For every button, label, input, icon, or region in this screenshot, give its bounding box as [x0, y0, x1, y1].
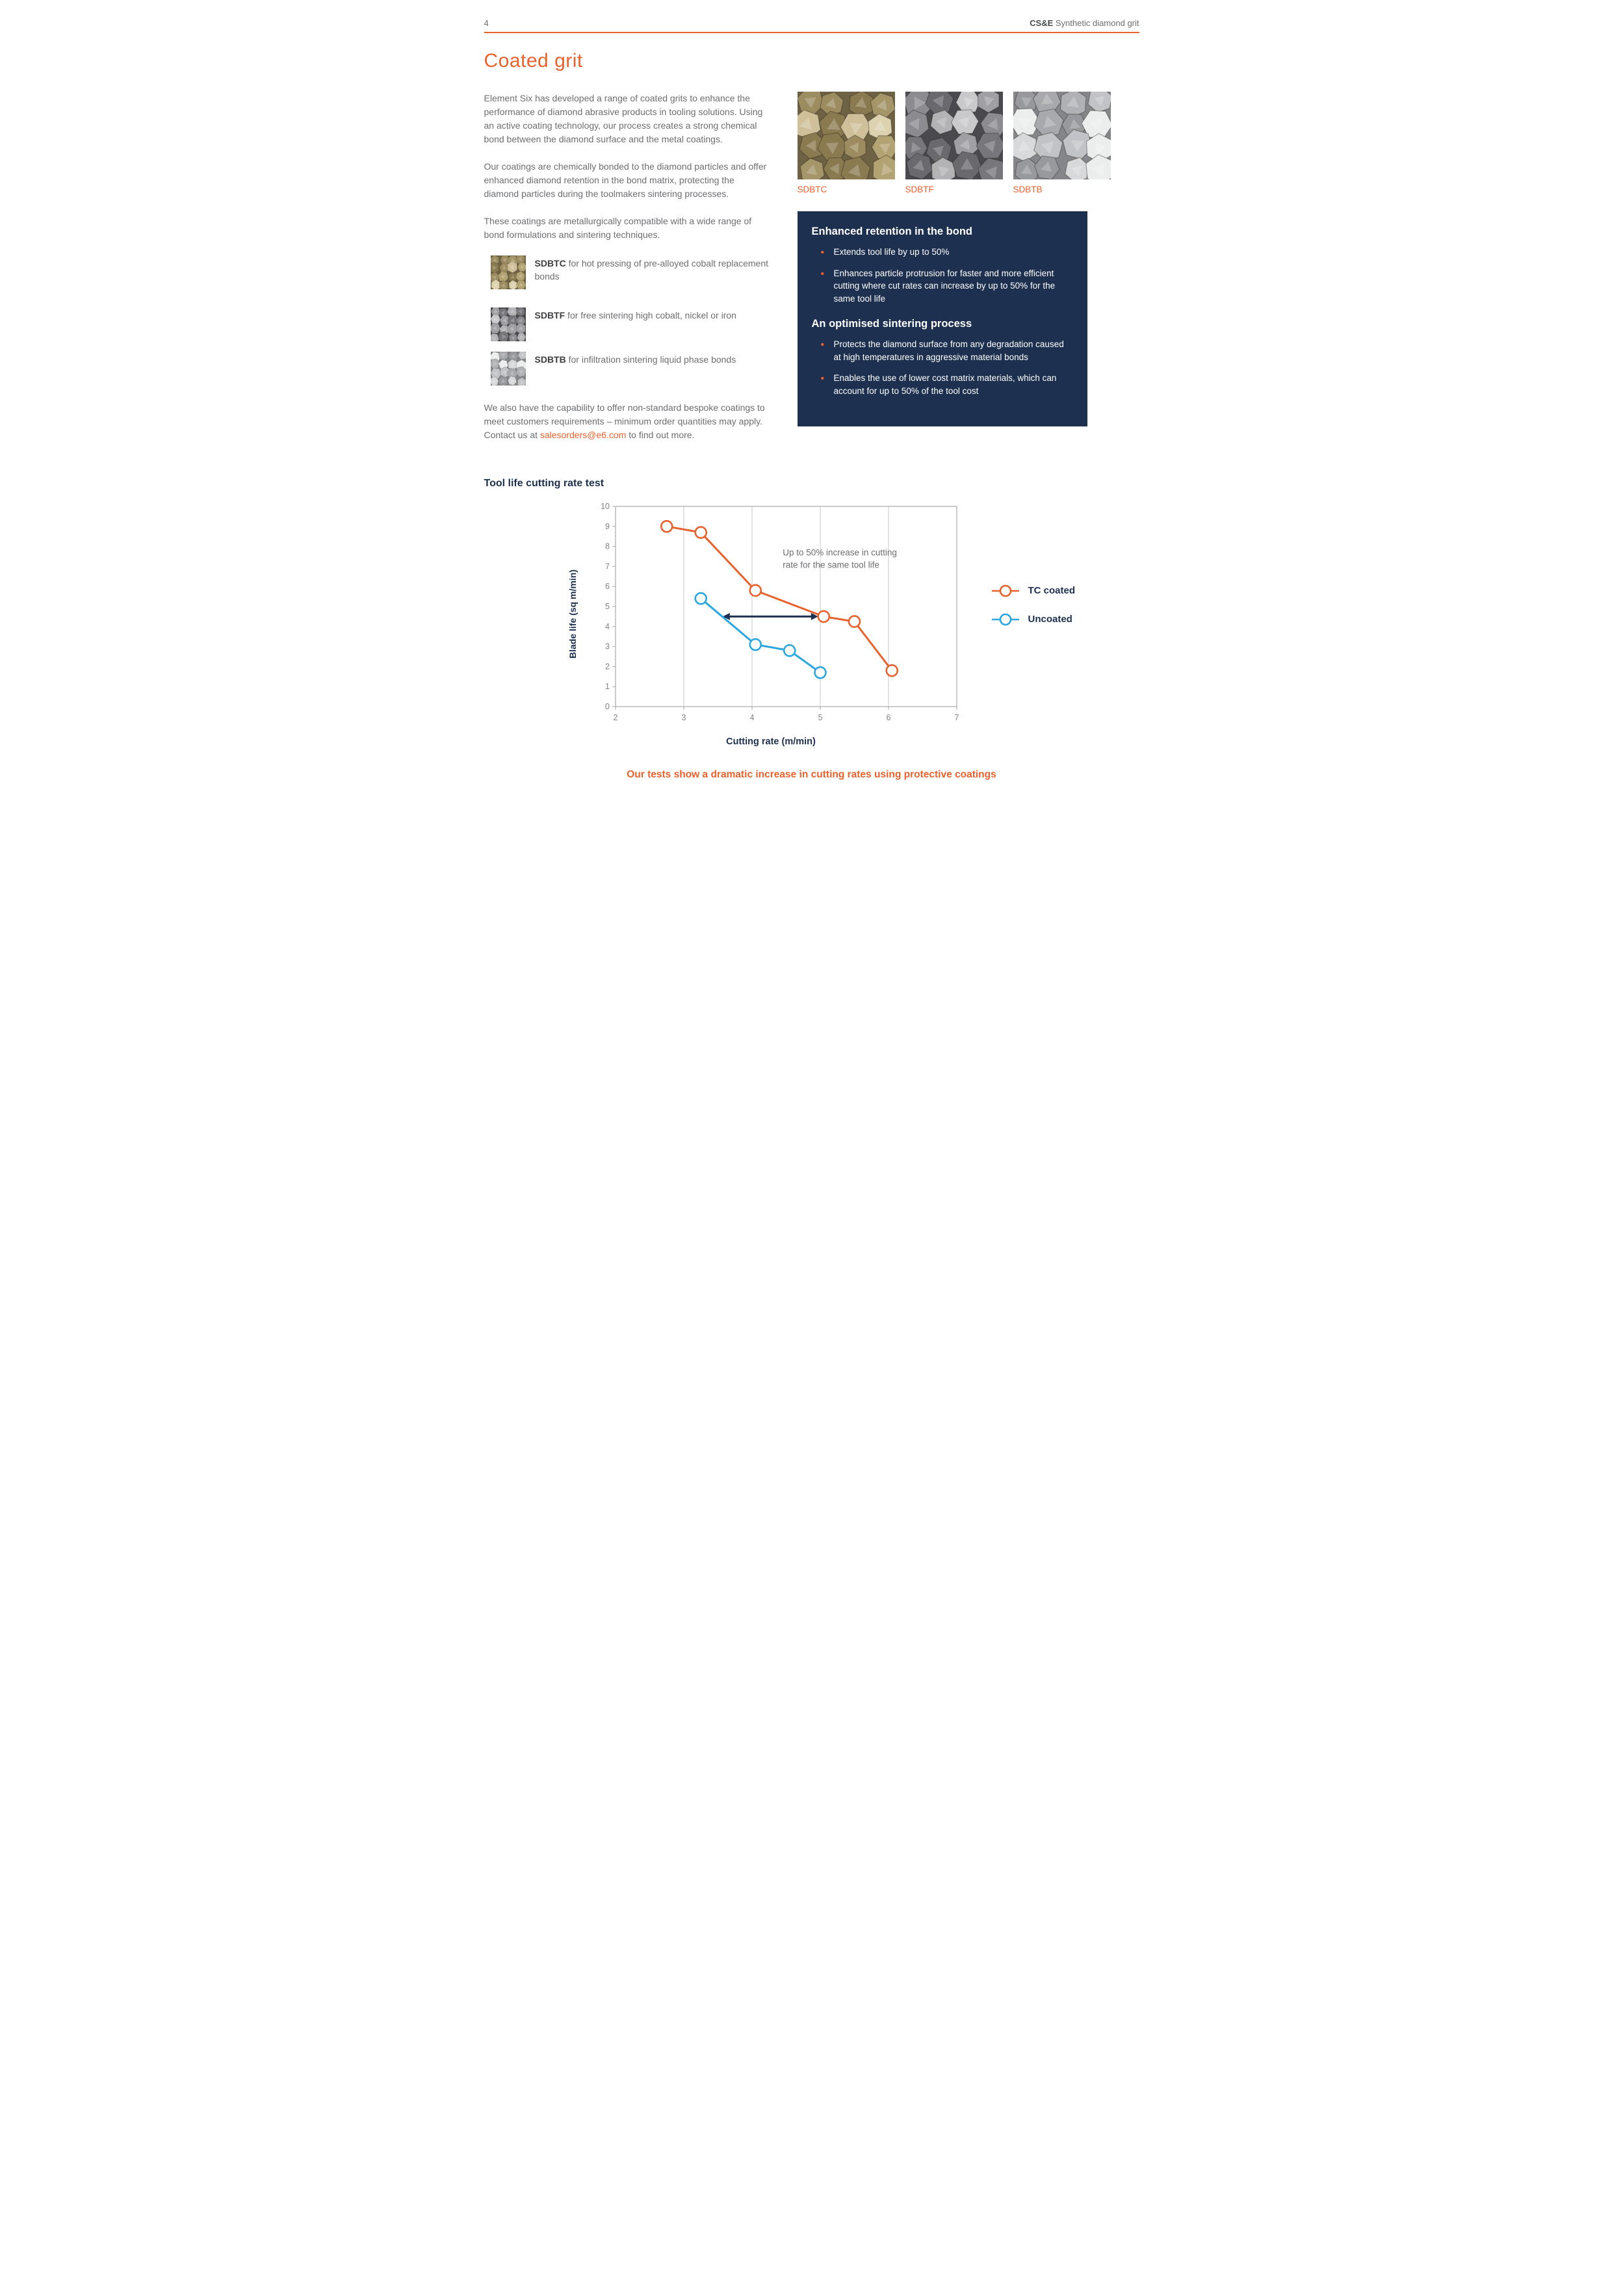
x-tick-label: 6 [886, 712, 890, 722]
data-point [849, 616, 860, 627]
chart-wrap [567, 499, 1139, 730]
legend-label: Uncoated [1028, 614, 1072, 625]
data-point [749, 584, 760, 595]
grit-photo-sdbtf [905, 92, 1003, 179]
page [454, 0, 1169, 1011]
data-point [818, 610, 829, 621]
y-tick-label: 7 [604, 561, 610, 571]
y-tick-label: 10 [600, 501, 610, 511]
grit-thumbnail-sdbtb [491, 352, 526, 385]
page-title: Coated grit [484, 50, 583, 72]
legend-marker-icon [991, 584, 1020, 598]
panel-heading-sintering: An optimised sintering process [811, 318, 972, 330]
data-point [814, 667, 825, 678]
product-description [535, 307, 736, 328]
y-tick-label: 9 [604, 521, 610, 531]
x-tick-label: 4 [749, 712, 754, 722]
product-code: SDBTC [534, 258, 566, 268]
grit-photo-sdbtb [1013, 92, 1111, 179]
header-brand-bold: CS&E [1030, 18, 1054, 28]
data-point [886, 665, 897, 676]
contact-text-post: to find out more. [626, 429, 695, 440]
y-tick-label: 3 [604, 642, 610, 651]
chart-legend [991, 489, 1076, 721]
y-tick-label: 8 [604, 541, 610, 551]
right-column [798, 92, 1139, 456]
contact-text-pre: We also have the capability to offer non-standard bespoke coatings to meet customers requirements – minimum order quantities may apply. Contact us at [484, 402, 765, 440]
grit-thumbnail-sdbtc [491, 255, 526, 289]
product-list-item [491, 307, 772, 341]
intro-paragraph-2: Our coatings are chemically bonded to the diamond particles and offer enhanced diamond retention in the bond matrix, protecting the diamond particles during the toolmakers sintering processes. [484, 161, 767, 199]
page-header [484, 18, 1139, 28]
grit-thumbnail-sdbtf [491, 307, 526, 341]
product-list-item [491, 255, 772, 297]
panel-bullet-list [812, 338, 1072, 397]
data-point [695, 527, 706, 538]
chart-x-axis-label: Cutting rate (m/min) [726, 736, 816, 747]
page-caption: Our tests show a dramatic increase in cutting rates using protective coatings [627, 768, 996, 780]
legend-label: TC coated [1028, 585, 1076, 597]
y-tick-label: 1 [604, 681, 610, 691]
x-tick-label: 7 [954, 712, 959, 722]
intro-paragraph-3: These coatings are metallurgically compatible with a wide range of bond formulations and sintering techniques. [484, 216, 752, 240]
product-desc-text: for free sintering high cobalt, nickel or iron [565, 309, 736, 320]
grit-photo-figure [798, 92, 895, 194]
header-brand-rest: Synthetic diamond grit [1053, 18, 1139, 28]
product-desc-text: for infiltration sintering liquid phase bonds [565, 354, 736, 365]
product-list-item [491, 352, 772, 385]
plot-border [616, 506, 957, 707]
panel-bullet: • Extends tool life by up to 50% [821, 246, 1072, 259]
data-point [784, 645, 795, 656]
product-list [484, 255, 772, 385]
data-point [749, 639, 760, 650]
grit-photo-sdbtc [798, 92, 895, 179]
chart-y-axis-label: Blade life (sq m/min) [567, 569, 578, 659]
chart-title: Tool life cutting rate test [484, 477, 604, 489]
data-point [695, 593, 706, 604]
x-tick-label: 2 [613, 712, 617, 722]
data-point [661, 521, 672, 532]
y-tick-label: 2 [604, 661, 610, 671]
email-link[interactable]: salesorders@e6.com [539, 429, 627, 440]
panel-bullet: • Enhances particle protrusion for faster and more efficient cutting where cut rates can increase by up to 50% for the same tool life [821, 267, 1072, 306]
grit-photo-label: SDBTB [1013, 185, 1043, 194]
grit-photo-row [798, 92, 1139, 194]
y-tick-label: 5 [604, 601, 610, 611]
panel-bullet: • Enables the use of lower cost matrix materials, which can account for up to 50% of the tool cost [821, 372, 1072, 397]
header-rule [484, 32, 1139, 33]
left-column [484, 92, 772, 456]
series-line [701, 598, 820, 672]
product-code: SDBTF [534, 309, 565, 320]
legend-item [991, 584, 1076, 598]
chart-section [484, 478, 1139, 747]
chart-annotation: rate for the same tool life [782, 560, 879, 570]
product-description [535, 352, 736, 372]
content-columns [484, 92, 1139, 456]
grit-photo-figure [1013, 92, 1111, 194]
legend-item [991, 612, 1076, 627]
y-tick-label: 4 [604, 621, 610, 631]
x-tick-label: 3 [681, 712, 686, 722]
info-panel [798, 211, 1087, 426]
chart-annotation: Up to 50% increase in cutting [782, 547, 897, 558]
page-number: 4 [484, 18, 489, 28]
product-code: SDBTB [534, 354, 566, 365]
header-brand [1030, 18, 1139, 28]
panel-bullet-list [812, 246, 1072, 305]
grit-photo-label: SDBTF [905, 185, 934, 194]
intro-paragraph-1: Element Six has developed a range of coated grits to enhance the performance of diamond abrasive products in tooling solutions. Using an active coating technology, our process creates a strong chemical bond between the diamond surface and the metal coatings. [484, 93, 763, 144]
contact-paragraph [484, 401, 772, 442]
legend-marker-icon [991, 612, 1020, 627]
tool-life-chart [590, 499, 966, 730]
panel-heading-retention: Enhanced retention in the bond [811, 226, 972, 237]
grit-photo-figure [905, 92, 1003, 194]
y-tick-label: 6 [604, 581, 610, 591]
x-tick-label: 5 [818, 712, 822, 722]
product-desc-text: for hot pressing of pre-alloyed cobalt replacement bonds [534, 258, 769, 282]
panel-bullet: • Protects the diamond surface from any degradation caused at high temperatures in aggressive material bonds [821, 338, 1072, 363]
product-description [535, 255, 772, 283]
grit-photo-label: SDBTC [797, 185, 827, 194]
y-tick-label: 0 [604, 701, 610, 711]
